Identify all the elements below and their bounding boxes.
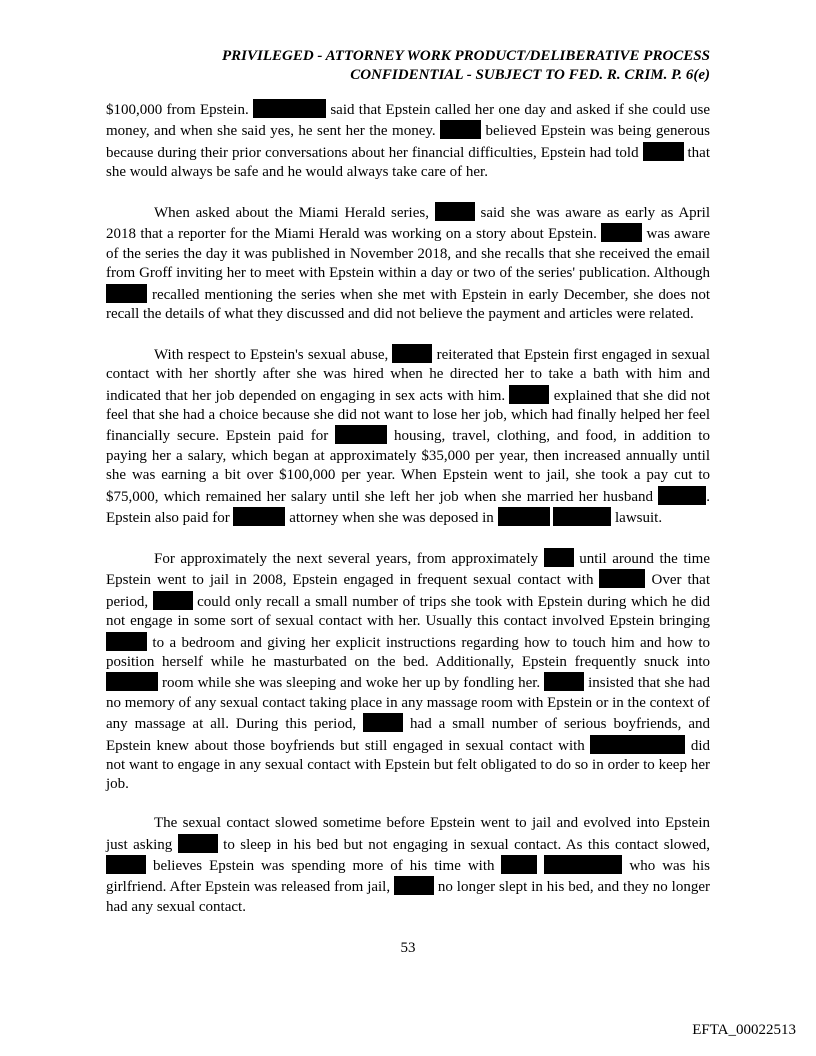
page-number: 53 xyxy=(400,940,416,956)
redaction-box xyxy=(106,284,147,303)
text-run: until around the time Epstein went to jail in 2008, Epstein engaged in frequent sexual contact with xyxy=(106,550,710,589)
text-run: to a bedroom and giving her explicit instructions regarding how to touch him and how to position herself while he masturbated on the bed. Additionally, Epstein frequently snuck into xyxy=(106,634,710,670)
redaction-box xyxy=(599,569,645,588)
text-run: said she was aware as early as April 2018 that a reporter for the Miami Herald was working on a story about Epstein. xyxy=(106,205,710,243)
text-run: With respect to Epstein's sexual abuse, xyxy=(154,346,393,363)
text-run: housing, travel, clothing, and food, in addition to paying her a salary, which began at approximately $35,000 per year, then increased annually until she was earning a bit over $100,000 per year. When Epstein went to jail, she took a pay cut to $75,000, which remained her salary until she left her job when she married her husband xyxy=(106,428,710,505)
text-run: could only recall a small number of trips she took with Epstein during which he did not engage in some sort of sexual contact with her. Usually this contact involved Epstein bringing xyxy=(106,593,710,630)
text-run: had a small number of serious boyfriends, and Epstein knew about those boyfriends but still engaged in sexual contact with xyxy=(106,716,710,754)
text-run: For approximately the next several years, from approximately xyxy=(154,550,544,567)
bates-number: EFTA_00022513 xyxy=(692,1022,796,1038)
text-run: insisted that she had no memory of any sexual contact taking place in any massage room with Epstein or in the context of any massage at all. During this period, xyxy=(106,675,710,733)
text-run: room while she was sleeping and woke her up by fondling her. xyxy=(158,675,545,692)
redaction-box xyxy=(509,385,549,404)
text-run: who was his girlfriend. After Epstein was released from jail, xyxy=(106,857,710,896)
redaction-box xyxy=(106,672,158,691)
text-run: said that Epstein called her one day and asked if she could use money, and when she said yes, he sent her the money. xyxy=(106,102,711,140)
text-run: was aware of the series the day it was published in November 2018, and she recalls that she received the email from Groff inviting her to meet with Epstein within a day or two of the series' publication. Although xyxy=(106,226,710,282)
text-run: believed Epstein was being generous because during their prior conversations about her financial difficulties, Epstein had told xyxy=(106,123,710,161)
redaction-box xyxy=(253,99,326,118)
redaction-box xyxy=(363,713,403,732)
text-run: explained that she did not feel that she had a choice because she did not want to lose her job, which had finally helped her feel financially secure. Epstein paid for xyxy=(106,387,710,445)
redaction-box xyxy=(498,507,550,526)
redaction-box xyxy=(335,425,387,444)
text-run: believes Epstein was spending more of his time with xyxy=(146,857,502,874)
text-run: The sexual contact slowed sometime before Epstein went to jail and evolved into Epstein just asking xyxy=(106,815,710,853)
redaction-box xyxy=(106,855,146,874)
redaction-box xyxy=(106,632,147,651)
header-line-1: PRIVILEGED - ATTORNEY WORK PRODUCT/DELIBERATIVE PROCESS xyxy=(221,48,710,64)
text-run: . Epstein also paid for xyxy=(106,488,710,527)
text-run: $100,000 from Epstein. xyxy=(106,102,254,118)
redaction-box xyxy=(394,876,434,895)
text-run: to sleep in his bed but not engaging in sexual contact. As this contact slowed, xyxy=(217,836,711,853)
document-body xyxy=(106,99,710,937)
redaction-box xyxy=(643,142,684,161)
redaction-box xyxy=(233,507,285,526)
redaction-box xyxy=(590,735,685,754)
redaction-box xyxy=(178,834,218,853)
text-run: no longer slept in his bed, and they no longer had any sexual contact. xyxy=(106,879,710,915)
paragraph-1 xyxy=(106,99,710,183)
redaction-box xyxy=(392,344,432,363)
redaction-box xyxy=(544,855,622,874)
text-run: that she would always be safe and he would always take care of her. xyxy=(106,144,710,181)
redaction-box xyxy=(501,855,537,874)
redaction-box xyxy=(544,548,574,567)
redaction-box xyxy=(544,672,584,691)
header-line-2: CONFIDENTIAL - SUBJECT TO FED. R. CRIM. P. 6(e) xyxy=(350,67,710,83)
text-run: attorney when she was deposed in xyxy=(285,510,498,527)
paragraph-4 xyxy=(106,548,710,795)
redaction-box xyxy=(553,507,611,526)
text-run: reiterated that Epstein first engaged in sexual contact with her shortly after she was hired when he directed her to take a bath with him and indicated that her job depended on engaging in sex acts with him. xyxy=(106,346,710,404)
redaction-box xyxy=(435,202,475,221)
redaction-box xyxy=(601,223,642,242)
text-run: Over that period, xyxy=(106,572,710,610)
paragraph-2 xyxy=(106,202,710,324)
paragraph-5 xyxy=(106,814,710,917)
privilege-header xyxy=(106,47,710,85)
text-run: When asked about the Miami Herald series, xyxy=(154,205,435,222)
redaction-box xyxy=(440,120,481,139)
redaction-box xyxy=(658,486,706,505)
text-run: recalled mentioning the series when she met with Epstein in early December, she does not recall the details of what they discussed and did not believe the payment and articles were related. xyxy=(106,286,710,323)
redaction-box xyxy=(153,591,193,610)
text-run: lawsuit. xyxy=(611,510,663,527)
text-run: did not want to engage in any sexual contact with Epstein but felt obligated to do so in order to keep her job. xyxy=(106,737,710,793)
paragraph-3 xyxy=(106,344,710,529)
